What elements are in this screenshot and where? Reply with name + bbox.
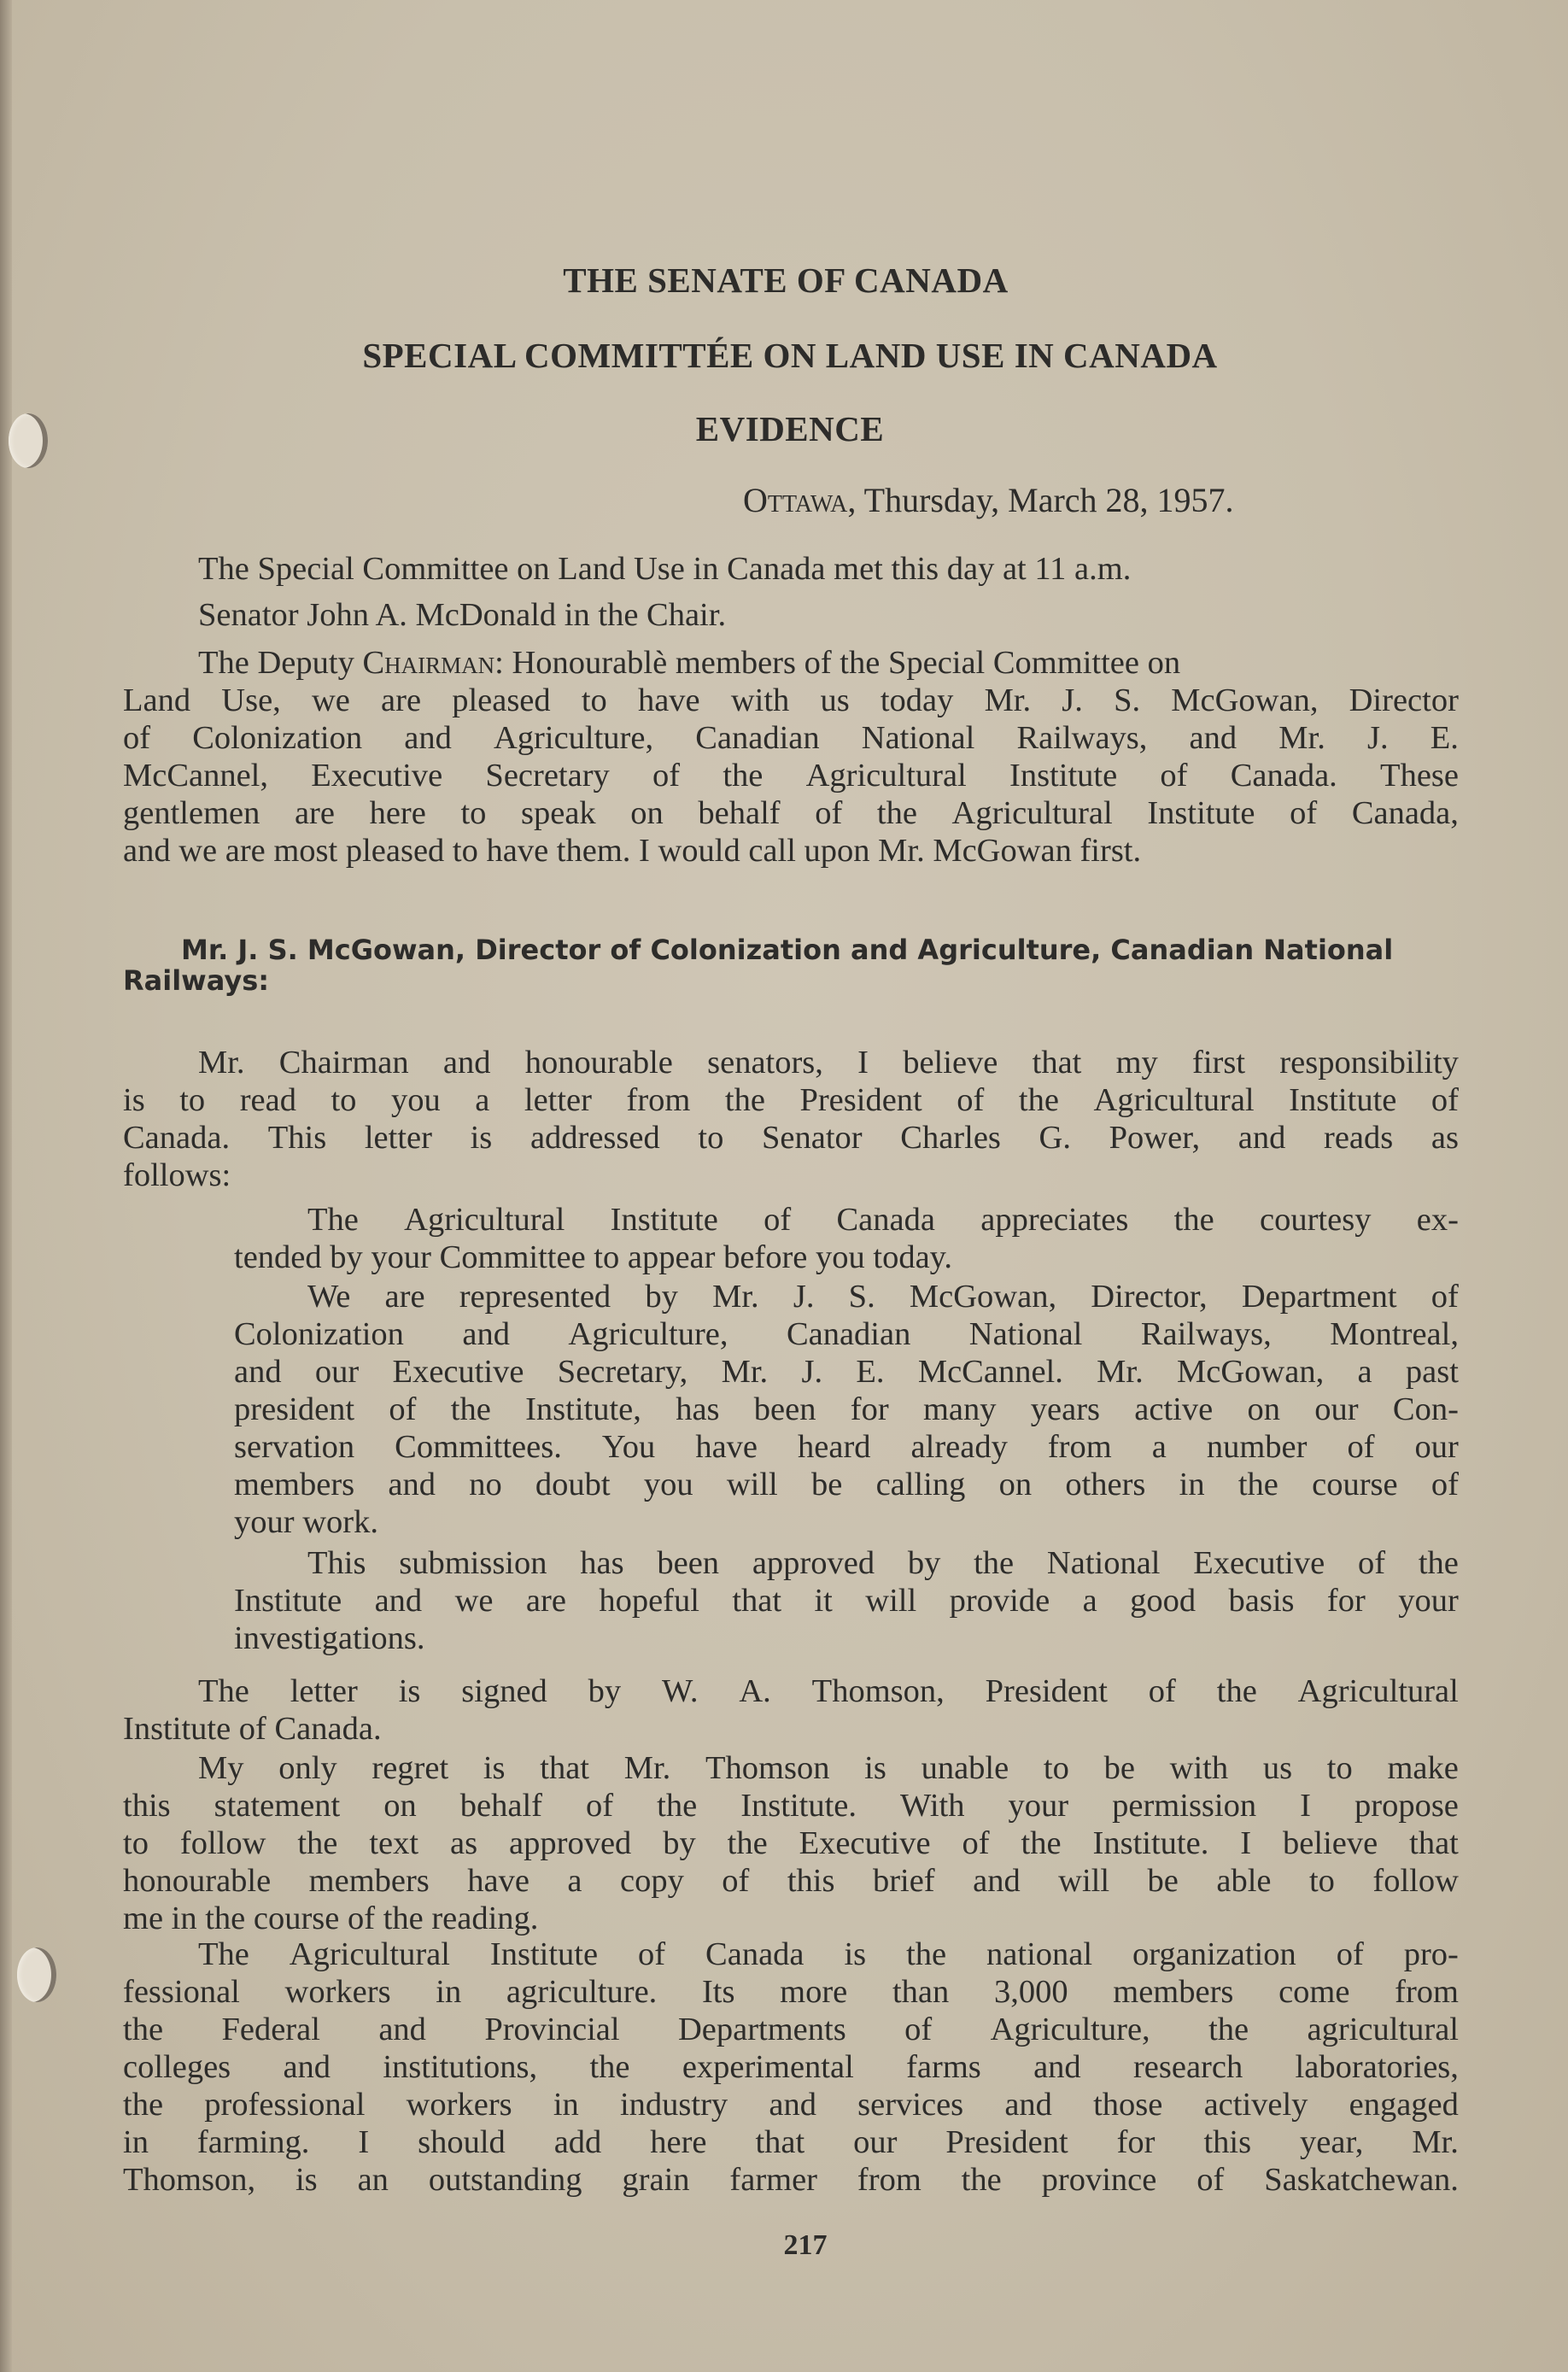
para-line-last: Institute of Canada. bbox=[123, 1711, 382, 1747]
quote-line-last: tended by your Committee to appear before you today. bbox=[234, 1239, 953, 1275]
quote-line: Colonization and Agriculture, Canadian National Railways, Montreal, bbox=[234, 1316, 1459, 1352]
para-line: Canada. This letter is addressed to Senator Charles G. Power, and reads as bbox=[123, 1120, 1459, 1156]
para-line-last: me in the course of the reading. bbox=[123, 1901, 539, 1936]
quote-line: president of the Institute, has been for many years active on our Con- bbox=[234, 1391, 1459, 1427]
para-line: the Federal and Provincial Departments of Agriculture, the agricultural bbox=[123, 2012, 1459, 2047]
speaker-name: Mr. J. S. McGowan, Director of Colonization and Agriculture, Canadian National bbox=[181, 934, 1394, 966]
intro-line: Senator John A. McDonald in the Chair. bbox=[198, 597, 727, 633]
dateline bbox=[743, 480, 1234, 520]
para-line: the professional workers in industry and services and those actively engaged bbox=[123, 2087, 1459, 2123]
punch-hole-bottom bbox=[17, 1947, 56, 2002]
para-line: Thomson, is an outstanding grain farmer from the province of Saskatchewan. bbox=[123, 2162, 1459, 2198]
quote-line: We are represented by Mr. J. S. McGowan, Director, Department of bbox=[307, 1279, 1459, 1315]
dateline-city: Ottawa, bbox=[743, 481, 857, 519]
para-line: fessional workers in agriculture. Its more than 3,000 members come from bbox=[123, 1974, 1459, 2010]
para-line: My only regret is that Mr. Thomson is unable to be with us to make bbox=[198, 1750, 1459, 1786]
chairman-line: gentlemen are here to speak on behalf of the Agricultural Institute of Canada, bbox=[123, 795, 1459, 831]
para-line: in farming. I should add here that our President for this year, Mr. bbox=[123, 2124, 1459, 2160]
intro-line: The Special Committee on Land Use in Canada met this day at 11 a.m. bbox=[198, 551, 1132, 587]
chairman-first-line bbox=[198, 644, 1459, 682]
quote-line: This submission has been approved by the National Executive of the bbox=[307, 1545, 1459, 1581]
quote-line: and our Executive Secretary, Mr. J. E. McCannel. Mr. McGowan, a past bbox=[234, 1354, 1459, 1390]
header-senate: THE SENATE OF CANADA bbox=[563, 261, 1009, 300]
quote-line: servation Committees. You have heard already from a number of our bbox=[234, 1429, 1459, 1465]
para-line: this statement on behalf of the Institute. With your permission I propose bbox=[123, 1788, 1459, 1824]
speaker-name-cont: Railways: bbox=[123, 964, 270, 997]
para-line: Mr. Chairman and honourable senators, I believe that my first responsibility bbox=[198, 1045, 1459, 1081]
chairman-role: Chairman bbox=[362, 645, 495, 681]
para-line: The Agricultural Institute of Canada is the national organization of pro- bbox=[198, 1936, 1459, 1972]
dateline-date: Thursday, March 28, 1957. bbox=[856, 481, 1234, 519]
para-line: is to read to you a letter from the President of the Agricultural Institute of bbox=[123, 1082, 1459, 1118]
para-line: to follow the text as approved by the Executive of the Institute. I believe that bbox=[123, 1825, 1459, 1861]
chairman-line: of Colonization and Agriculture, Canadian National Railways, and Mr. J. E. bbox=[123, 720, 1459, 756]
header-evidence: EVIDENCE bbox=[695, 409, 885, 448]
header-committee: SPECIAL COMMITTÉE ON LAND USE IN CANADA bbox=[362, 336, 1218, 375]
quote-line-last: investigations. bbox=[234, 1620, 425, 1656]
chairman-line-last: and we are most pleased to have them. I would call upon Mr. McGowan first. bbox=[123, 833, 1142, 869]
quote-line: The Agricultural Institute of Canada appreciates the courtesy ex- bbox=[307, 1202, 1459, 1238]
para-line: honourable members have a copy of this brief and will be able to follow bbox=[123, 1863, 1459, 1899]
quote-line: Institute and we are hopeful that it will provide a good basis for your bbox=[234, 1583, 1459, 1619]
para-line-last: follows: bbox=[123, 1157, 231, 1193]
para-line: The letter is signed by W. A. Thomson, President of the Agricultural bbox=[198, 1673, 1459, 1709]
para-line: colleges and institutions, the experimental farms and research laboratories, bbox=[123, 2049, 1459, 2085]
chairman-line: Land Use, we are pleased to have with us today Mr. J. S. McGowan, Director bbox=[123, 682, 1459, 718]
page-number: 217 bbox=[783, 2229, 828, 2261]
chairman-lead: The Deputy Chairman: Honourablè members of the Special Committee on bbox=[198, 645, 1181, 681]
quote-line: members and no doubt you will be calling on others in the course of bbox=[234, 1467, 1459, 1502]
quote-line-last: your work. bbox=[234, 1504, 378, 1540]
chairman-line: McCannel, Executive Secretary of the Agricultural Institute of Canada. These bbox=[123, 758, 1459, 794]
